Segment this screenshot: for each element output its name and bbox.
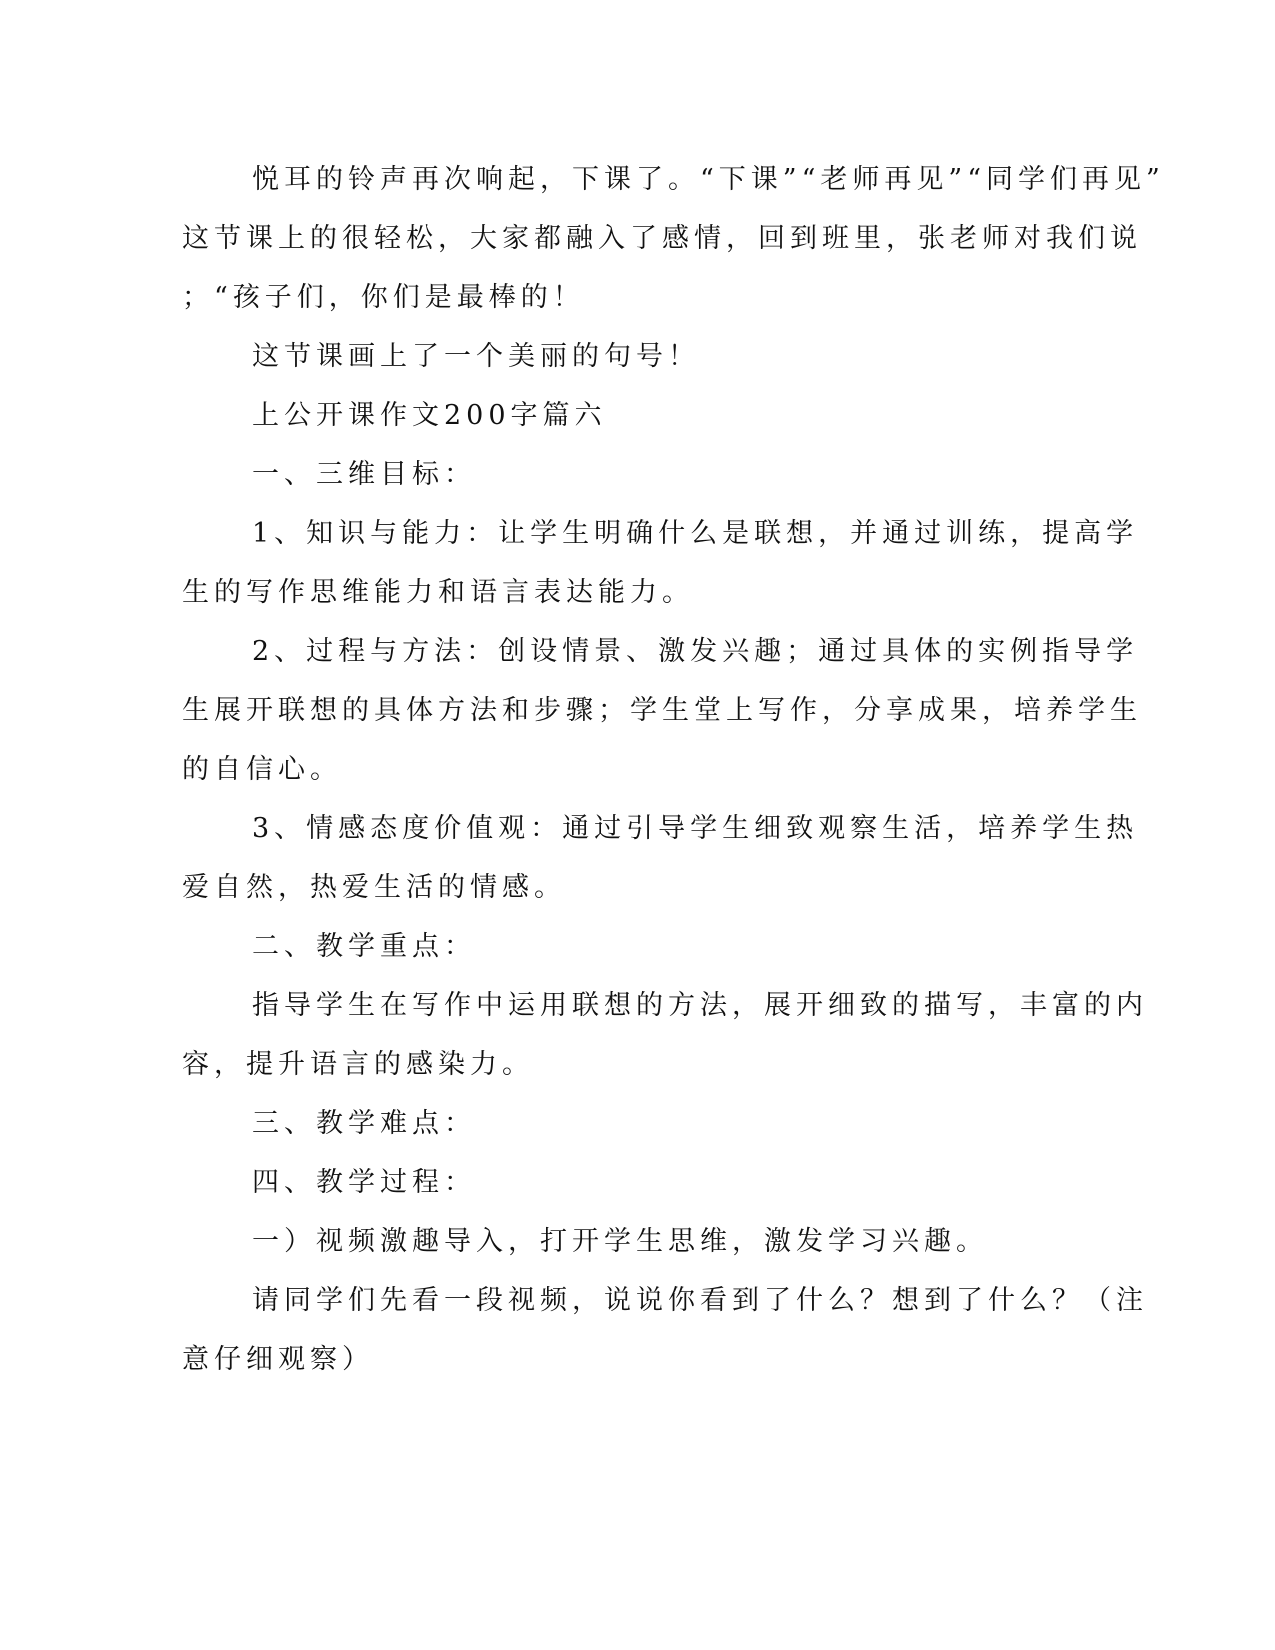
text-line: 2、过程与方法：创设情景、激发兴趣；通过具体的实例指导学	[252, 636, 1139, 667]
text-line: 悦耳的铃声再次响起，下课了。“下课”“老师再见”“同学们再见”	[252, 164, 1165, 195]
text-line: 生展开联想的具体方法和步骤；学生堂上写作，分享成果，培养学生	[182, 695, 1142, 726]
heading-objectives: 一、三维目标：	[252, 459, 476, 490]
text-line: 这节课上的很轻松，大家都融入了感情，回到班里，张老师对我们说	[182, 223, 1142, 254]
text-line: 指导学生在写作中运用联想的方法，展开细致的描写，丰富的内	[252, 990, 1148, 1021]
text-line: ；“孩子们，你们是最棒的！	[182, 282, 585, 313]
text-line: 1、知识与能力：让学生明确什么是联想，并通过训练，提高学	[252, 518, 1139, 549]
text-line: 生的写作思维能力和语言表达能力。	[182, 577, 694, 608]
text-line: 3、情感态度价值观：通过引导学生细致观察生活，培养学生热	[252, 813, 1139, 844]
heading-key-points: 二、教学重点：	[252, 931, 476, 962]
text-line: 意仔细观察）	[182, 1344, 374, 1375]
text-line: 这节课画上了一个美丽的句号！	[252, 341, 700, 372]
heading-process: 四、教学过程：	[252, 1167, 476, 1198]
section-title: 上公开课作文200字篇六	[252, 400, 607, 431]
text-line: 请同学们先看一段视频，说说你看到了什么？想到了什么？（注	[252, 1285, 1148, 1316]
text-line: 的自信心。	[182, 754, 342, 785]
heading-difficulties: 三、教学难点：	[252, 1108, 476, 1139]
text-line: 一）视频激趣导入，打开学生思维，激发学习兴趣。	[252, 1226, 988, 1257]
text-line: 容，提升语言的感染力。	[182, 1049, 534, 1080]
text-line: 爱自然，热爱生活的情感。	[182, 872, 566, 903]
